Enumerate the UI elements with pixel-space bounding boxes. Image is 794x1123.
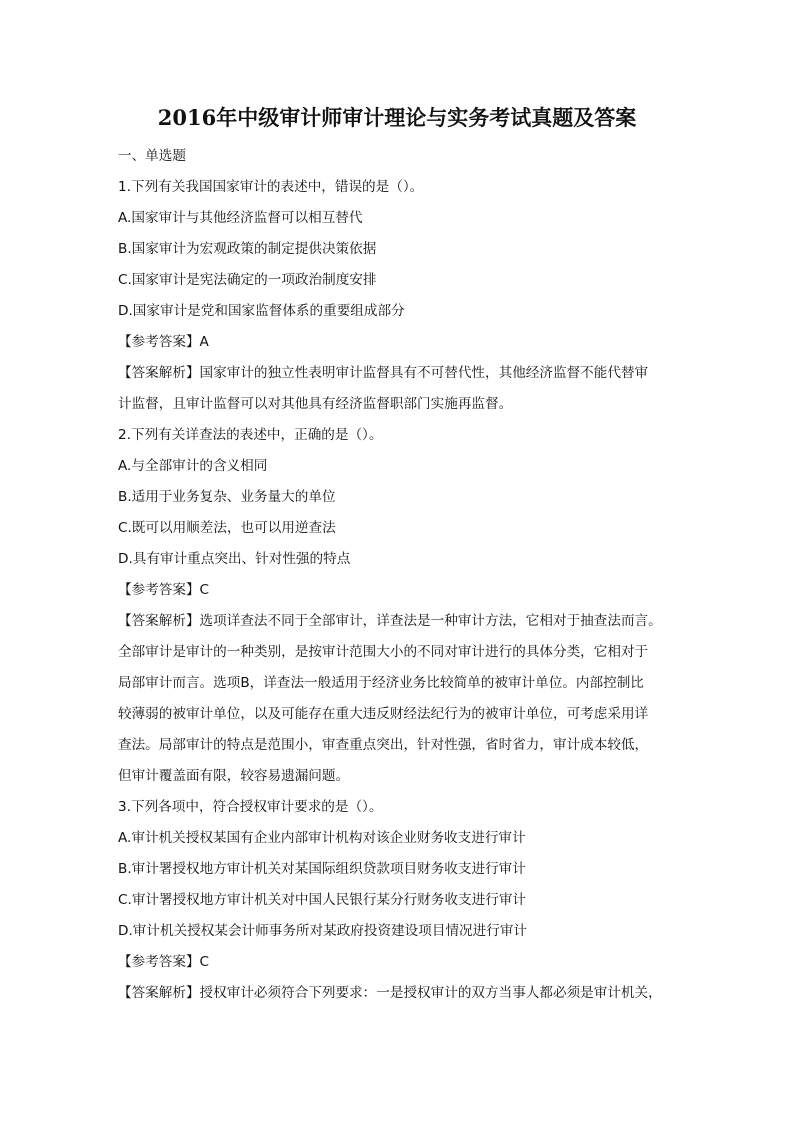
q1-answer: 【参考答案】A — [118, 334, 209, 350]
q3-answer: 【参考答案】C — [118, 954, 210, 970]
q2-explanation-line-6: 但审计覆盖面有限，较容易遗漏问题。 — [118, 768, 350, 784]
question-2: 2.下列有关详查法的表述中，正确的是（）。 — [118, 427, 383, 443]
q1-option-a: A.国家审计与其他经济监督可以相互替代 — [118, 210, 363, 226]
q1-explanation-line-1: 【答案解析】国家审计的独立性表明审计监督具有不可替代性，其他经济监督不能代替审 — [118, 365, 649, 381]
q1-explanation-line-2: 计监督，且审计监督可以对其他具有经济监督职部门实施再监督。 — [118, 396, 513, 412]
q2-explanation-line-3: 局部审计而言。选项B，详查法一般适用于经济业务比较简单的被审计单位。内部控制比 — [118, 675, 644, 691]
q2-option-d: D.具有审计重点突出、针对性强的特点 — [118, 551, 351, 567]
q3-option-d: D.审计机关授权某会计师事务所对某政府投资建设项目情况进行审计 — [118, 923, 528, 939]
q2-option-c: C.既可以用顺差法，也可以用逆查法 — [118, 520, 336, 536]
q3-explanation-line-1: 【答案解析】授权审计必须符合下列要求：一是授权审计的双方当事人都必须是审计机关， — [118, 985, 662, 1001]
q1-option-d: D.国家审计是党和国家监督体系的重要组成部分 — [118, 303, 405, 319]
q2-explanation-line-5: 查法。局部审计的特点是范围小，审查重点突出，针对性强，省时省力，审计成本较低， — [118, 737, 649, 753]
q1-option-c: C.国家审计是宪法确定的一项政治制度安排 — [118, 272, 377, 288]
q1-option-b: B.国家审计为宏观政策的制定提供决策依据 — [118, 241, 377, 257]
q2-explanation-line-1: 【答案解析】选项详查法不同于全部审计，详查法是一种审计方法，它相对于抽查法而言。 — [118, 613, 662, 629]
q2-explanation-line-4: 较薄弱的被审计单位，以及可能存在重大违反财经法纪行为的被审计单位，可考虑采用详 — [118, 706, 649, 722]
q2-option-b: B.适用于业务复杂、业务量大的单位 — [118, 489, 336, 505]
q2-answer: 【参考答案】C — [118, 582, 210, 598]
question-3: 3.下列各项中，符合授权审计要求的是（）。 — [118, 799, 383, 815]
question-1: 1.下列有关我国国家审计的表述中，错误的是（）。 — [118, 179, 424, 195]
section-heading: 一、单选题 — [118, 148, 186, 164]
document-title: 2016年中级审计师审计理论与实务考试真题及答案 — [157, 105, 637, 130]
q2-option-a: A.与全部审计的含义相同 — [118, 458, 268, 474]
q3-option-b: B.审计署授权地方审计机关对某国际组织贷款项目财务收支进行审计 — [118, 861, 526, 877]
q3-option-a: A.审计机关授权某国有企业内部审计机构对该企业财务收支进行审计 — [118, 830, 526, 846]
q2-explanation-line-2: 全部审计是审计的一种类别，是按审计范围大小的不同对审计进行的具体分类，它相对于 — [118, 644, 649, 660]
q3-option-c: C.审计署授权地方审计机关对中国人民银行某分行财务收支进行审计 — [118, 892, 527, 908]
